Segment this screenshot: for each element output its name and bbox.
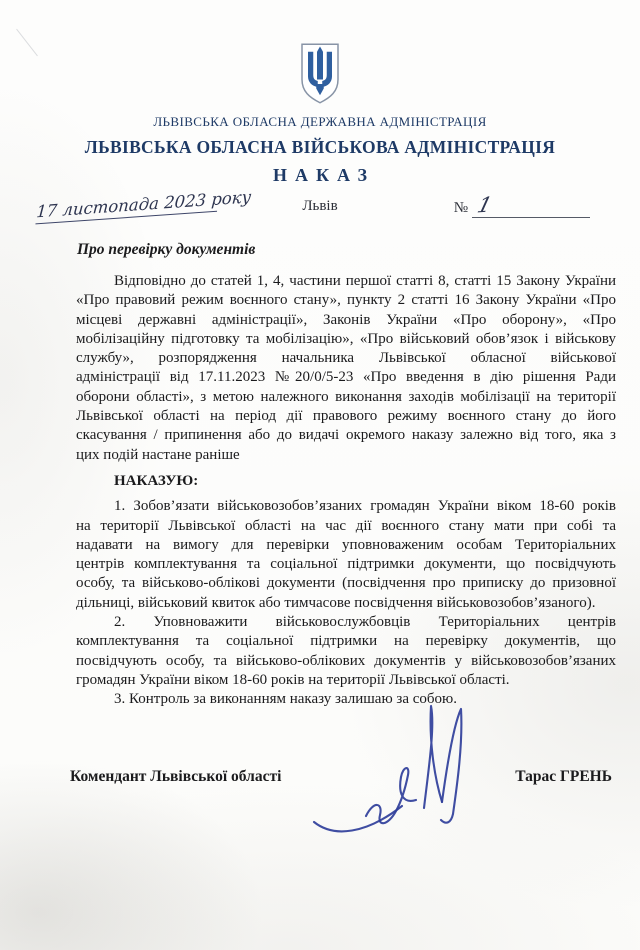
coat-of-arms-emblem: [296, 42, 344, 105]
document-body: [76, 272, 616, 710]
trident-icon: [302, 44, 338, 103]
document-subject: Про перевірку документів: [77, 241, 256, 258]
text-line: громадян України віком 18-60 років на території Львівської області.: [76, 671, 510, 688]
text-line: дільниці, військовий квиток або тимчасове посвідчення військовозобов’язаного).: [76, 594, 596, 611]
signatory-position: Комендант Львівської області: [70, 768, 282, 785]
document-type-title: НАКАЗ: [272, 165, 376, 185]
text-line: Львівської області на період дії правового режиму воєнного стану до його: [76, 408, 616, 425]
text-line: мобілізаційну підготовку та мобілізацію», «Про військовий обов’язок і військову: [76, 330, 616, 347]
text-line: посвідчують особу, та військово-облікових документів у військовозобов’язаних: [76, 652, 616, 669]
text-line: надавати на вимогу для перевірки уповноваженим особам Територіальних: [76, 536, 616, 553]
number-underline: [472, 192, 590, 218]
date-place-number-row: [0, 187, 640, 238]
text-line: адміністрації від 17.11.2023 №20/0/5-23 «Про введення в дію рішення Ради: [76, 369, 616, 386]
text-line: 3. Контроль за виконанням наказу залишаю за собою.: [114, 691, 457, 708]
order-item-1: [76, 497, 616, 613]
parent-authority-name: ЛЬВІВСЬКА ОБЛАСНА ДЕРЖАВНА АДМІНІСТРАЦІЯ: [153, 114, 487, 129]
text-line: 2. Уповноважити військовослужбовців Територіальних центрів: [114, 614, 616, 631]
preamble-paragraph: [76, 272, 616, 465]
text-line: скасування / припинення або до видачі окремого наказу залежно від того, яка з: [76, 427, 616, 444]
text-line: «Про правовий режим воєнного стану», пункту 2 статті 16 Закону України «Про: [76, 292, 616, 309]
text-line: 1. Зобов’язати військовозобов’язаних громадян України віком 18-60 років: [114, 498, 616, 515]
text-line: оборони області», з метою належного виконання заходів мобілізації на території: [76, 388, 616, 405]
signature-row: [70, 768, 612, 786]
text-line: цих подій настане раніше: [76, 446, 240, 463]
text-line: комплектування та соціальної підтримки на перевірку документів, що: [76, 633, 616, 650]
order-heading: НАКАЗУЮ:: [114, 472, 199, 489]
number-label: №: [453, 200, 468, 216]
issue-city: Львів: [302, 198, 338, 214]
text-line: службу», розпорядження начальника Львівської обласної військової: [76, 350, 616, 367]
text-line: на території Львівської області на час дії воєнного стану мати при собі та: [76, 517, 616, 534]
text-line: Відповідно до статей 1, 4, частини першої статті 8, статті 15 Закону України: [114, 273, 616, 289]
text-line: місцеві державні адміністрації», Законів України «Про оборону», «Про: [76, 311, 616, 328]
signatory-name: Тарас ГРЕНЬ: [515, 768, 612, 785]
text-line: особу, та військово-облікові документи (посвідчення про приписку до призовної: [76, 575, 616, 592]
authority-name: ЛЬВІВСЬКА ОБЛАСНА ВІЙСЬКОВА АДМІНІСТРАЦІЯ: [84, 137, 556, 157]
order-item-2: [76, 613, 616, 690]
text-line: центрів комплектування та соціальної підтримки документи, що посвідчують: [76, 556, 616, 573]
document-number: [453, 192, 590, 218]
handwritten-number: 1: [474, 192, 495, 218]
handwritten-date: 17 листопада 2023 року: [35, 190, 218, 225]
document-header: [0, 0, 640, 186]
